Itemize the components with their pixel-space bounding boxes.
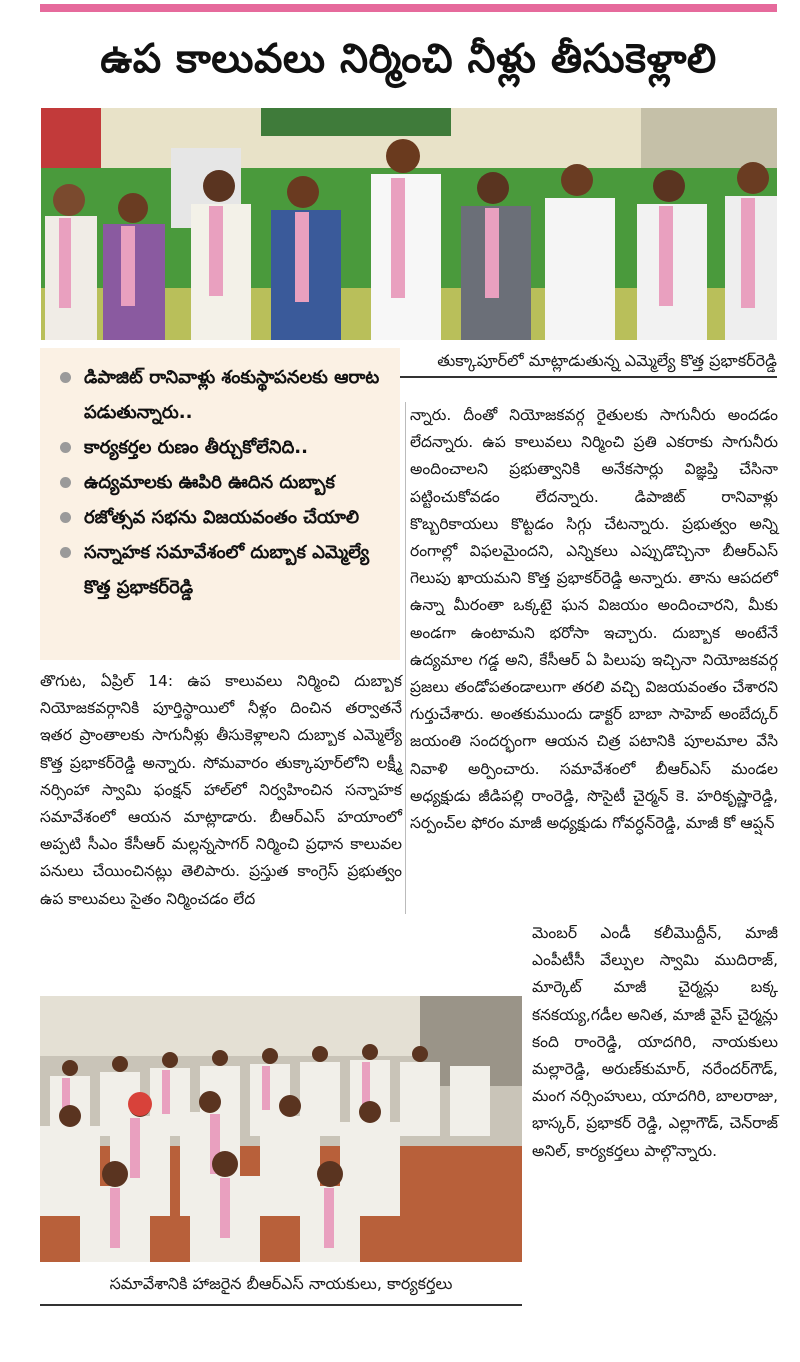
photo-mla-speaking — [41, 108, 777, 340]
bullet-dot-icon — [60, 547, 71, 558]
headline: ఉప కాలువలు నిర్మించి నీళ్లు తీసుకెళ్లాలి — [100, 36, 717, 82]
photo-caption-top: తుక్కాపూర్‌లో మాట్లాడుతున్న ఎమ్మెల్యే కొత్త ప్రభాకర్‌రెడ్డి — [360, 346, 777, 378]
bullet-dot-icon — [60, 477, 71, 488]
highlight-item: రజోత్సవ సభను విజయవంతం చేయాలి — [58, 500, 390, 535]
column-divider — [405, 402, 406, 914]
bullet-dot-icon — [60, 372, 71, 383]
highlight-item: సన్నాహక సమావేశంలో దుబ్బాక ఎమ్మెల్యే కొత్త ప్రభాకర్‌రెడ్డి — [58, 535, 390, 605]
article-body-right: న్నారు. దీంతో నియోజకవర్గ రైతులకు సాగునీరు అందడం లేదన్నారు. ఉప కాలువలు నిర్మించి ప్రతి ఎకరాకు సాగునీరు అందించాలని ప్రభుత్వానికి అనేకసార్లు విజ్ఞప్తి చేసినా పట్టించుకోవడం లేదన్నారు. డిపాజిట్ రానివాళ్లు కొబ్బరికాయలు కొట్టడం సిగ్గు చేటన్నారు. ప్రభుత్వం అన్ని రంగాల్లో విఫలమైందని, ఎన్నికలు ఎప్పుడొచ్చినా బీఆర్‌ఎస్ గెలుపు ఖాయమని కొత్త ప్రభాకర్‌రెడ్డి అన్నారు. తాను ఆపదలో ఉన్నా మీరంతా ఒక్కటై ఘన విజయం అందించారని, మీకు అండగా ఉంటామని భరోసా ఇచ్చారు. దుబ్బాక అంటేనే ఉద్యమాల గడ్డ అని, కేసీఆర్ ఏ పిలుపు ఇచ్చినా నియోజకవర్గ ప్రజలు తండోపతండాలుగా తరలి వచ్చి విజయవంతం చేశారని గుర్తుచేశారు. అంతకుముందు డాక్టర్ బాబా సాహెబ్ అంబేద్కర్ జయంతి సందర్భంగా ఆయన చిత్ర పటానికి పూలమాల వేసి నివాళి అర్పించారు. సమావేశంలో బీఆర్‌ఎస్ మండల అధ్యక్షుడు జీడిపల్లి రాంరెడ్డి, సొసైటీ చైర్మన్ కె. హరికృష్ణారెడ్డి, సర్పంచ్‌ల ఫోరం మాజీ అధ్యక్షుడు గోవర్ధన్‌రెడ్డి, మాజీ కో ఆప్షన్ — [410, 406, 778, 833]
highlight-item: ఉద్యమాలకు ఊపిరి ఊదిన దుబ్బాక — [58, 465, 390, 500]
bullet-dot-icon — [60, 512, 71, 523]
bullet-dot-icon — [60, 442, 71, 453]
photo-caption-bottom: సమావేశానికి హాజరైన బీఆర్‌ఎస్ నాయకులు, కార్యకర్తలు — [40, 1268, 522, 1306]
article-body-right-continued: మెంబర్ ఎండీ కలీమొద్దీన్, మాజీ ఎంపీటీసీ వేల్పుల స్వామి ముదిరాజ్, మార్కెట్ మాజీ చైర్మన్లు బక్క కనకయ్య,గడీల అనిత, మాజీ వైస్ చైర్మన్లు కంది రాంరెడ్డి, యాదగిరి, నాయకులు మల్లారెడ్డి, అరుణ్‌కుమార్, నరేందర్‌గౌడ్, మంగ నర్సింహులు, యాదగిరి, బాలరాజు, భాస్కర్, ప్రభాకర్ రెడ్డి, ఎల్లాగౌడ్, చెన్‌రాజ్ అనిల్, కార్యకర్తలు పాల్గొన్నారు. — [532, 924, 778, 1160]
highlights-box — [40, 348, 400, 660]
highlight-item: కార్యకర్తల రుణం తీర్చుకోలేనిది.. — [58, 430, 390, 465]
highlight-item: డిపాజిట్ రానివాళ్లు శంకుస్థాపనలకు ఆరాట పడుతున్నారు.. — [58, 360, 390, 430]
article-body-left: తొగుట, ఏప్రిల్ 14: ఉప కాలువలు నిర్మించి దుబ్బాక నియోజకవర్గానికి పూర్తిస్థాయిలో నీళ్లం దించిన తర్వాతనే ఇతర ప్రాంతాలకు సాగునీళ్లు తీసుకెళ్లాలని దుబ్బాక ఎమ్మెల్యే కొత్త ప్రభాకర్‌రెడ్డి అన్నారు. సోమవారం తుక్కాపూర్‌లోని లక్ష్మీ నర్సింహా స్వామి ఫంక్షన్ హాల్‌లో నిర్వహించిన సన్నాహక సమావేశంలో ఆయన మాట్లాడారు. బీఆర్‌ఎస్ హయాంలో అప్పటి సీఎం కేసీఆర్ మల్లన్నసాగర్ నిర్మించి ప్రధాన కాలువల పనులు చేయించినట్లు తెలిపారు. ప్రస్తుత కాంగ్రెస్ ప్రభుత్వం ఉప కాలువలు సైతం నిర్మించడం లేద — [40, 672, 402, 908]
photo-audience — [40, 996, 522, 1262]
top-accent-bar — [40, 4, 777, 12]
